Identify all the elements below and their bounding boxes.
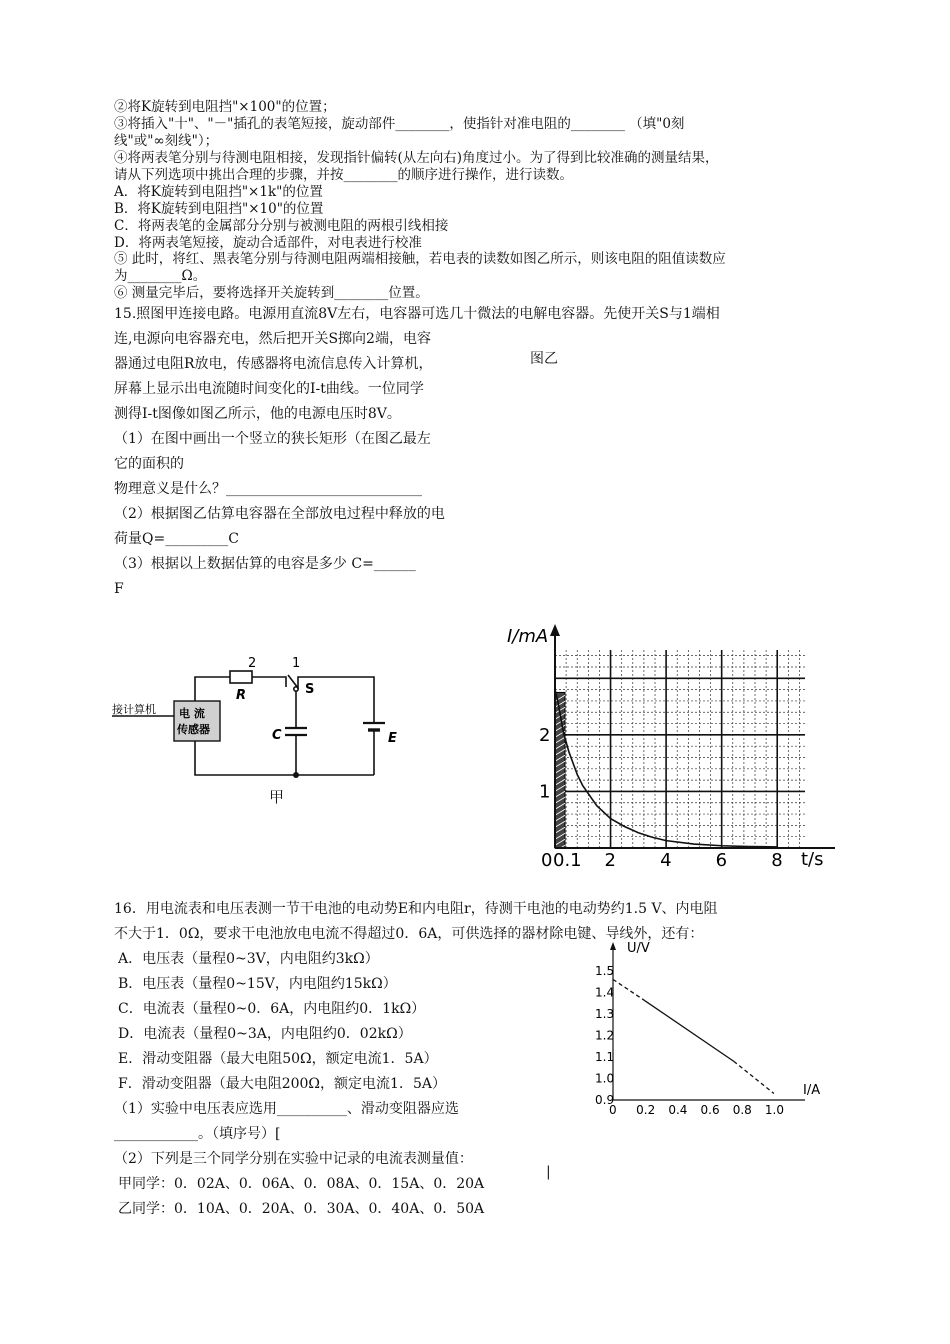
capacitor-label: C [272, 728, 282, 743]
q16-option-d: D．电流表（量程0~3A，内电阻约0．02kΩ） [118, 1026, 412, 1042]
q15-line-5: 测得I-t图像如图乙所示，他的电源电压时8V。 [114, 406, 401, 422]
y-axis-arrow [550, 624, 560, 636]
stray-mark: | [546, 1164, 551, 1180]
q15-line-9: （2）根据图乙估算电容器在全部放电过程中释放的电 [114, 506, 445, 522]
x-tick-label: 0.6 [700, 1103, 720, 1117]
terminal-1-label: 1 [292, 656, 301, 671]
ui-line-measured [645, 1001, 734, 1061]
x-axis-label: I/A [803, 1083, 821, 1098]
circuit-diagram [112, 655, 412, 805]
circuit-caption: 甲 [269, 788, 285, 806]
battery-label: E [388, 731, 397, 746]
q14-step5a: ⑤ 此时，将红、黑表笔分别与待测电阻两端相接触，若电表的读数如图乙所示，则该电阻的阻值读数应 [114, 251, 726, 267]
switch-lever [288, 675, 298, 688]
x-tick-label: 1.0 [764, 1103, 785, 1117]
x-tick-label: 8 [771, 850, 783, 871]
y-tick-label: 1.4 [595, 985, 615, 1000]
computer-label: 接计算机 [112, 703, 156, 716]
q16-option-b: B．电压表（量程0~15V，内电阻约15kΩ） [118, 976, 397, 992]
q16-option-f: F．滑动变阻器（最大电阻200Ω，额定电流1．5A） [118, 1076, 446, 1092]
q16-yi: 乙同学：0．10A、0．20A、0．30A、0．40A、0．50A [118, 1201, 485, 1217]
y-tick-label: 1 [539, 781, 551, 803]
q16-line-2: 不大于1．0Ω，要求干电池放电电流不得超过0．6A，可供选择的器材除电键、导线外，还有： [114, 926, 704, 942]
q16-jia: 甲同学：0．02A、0．06A、0．08A、0．15A、0．20A [118, 1176, 485, 1192]
terminal-2-label: 2 [248, 656, 257, 671]
q16-part2: （2）下列是三个同学分别在实验中记录的电流表测量值： [114, 1151, 473, 1167]
y-tick-label: 1.5 [595, 963, 615, 978]
q16-line-1: 16．用电流表和电压表测一节干电池的电动势E和内电阻r，待测干电池的电动势约1.5 V、内电阻 [114, 901, 718, 917]
q14-step6: ⑥ 测量完毕后，要将选择开关旋转到________位置。 [114, 285, 429, 301]
x-tick-label: 0.1 [553, 850, 582, 871]
q15-line-7: 它的面积的 [114, 456, 184, 472]
y-tick-label: 1.0 [595, 1071, 615, 1086]
q16-option-c: C．电流表（量程0~0．6A，内电阻约0．1kΩ） [118, 1001, 426, 1017]
q14-step5b: 为________Ω。 [114, 268, 207, 284]
y-axis-arrow [610, 942, 616, 950]
q15-line-4: 屏幕上显示出电流随时间变化的I-t曲线。一位同学 [114, 381, 424, 397]
switch-label: S [305, 682, 315, 697]
q15-line-10: 荷量Q=_________C [114, 531, 239, 547]
x-tick-label: 4 [660, 850, 672, 871]
y-axis-label: I/mA [507, 626, 549, 647]
ui-chart [585, 938, 845, 1128]
x-tick-label: 0 [609, 1103, 617, 1117]
q14-option-c: C．将两表笔的金属部分分别与被测电阻的两根引线相接 [114, 218, 449, 234]
q15-line-11: （3）根据以上数据估算的电容是多少 C=______ [114, 556, 416, 572]
x-tick-label: 6 [715, 850, 728, 871]
ui-line-extrapolated-right [734, 1061, 774, 1093]
figure-label-yi: 图乙 [530, 351, 558, 367]
q16-option-a: A．电压表（量程0~3V，内电阻约3kΩ） [118, 951, 379, 967]
x-tick-label: 0.8 [732, 1103, 752, 1117]
x-tick-label: 2 [604, 850, 617, 871]
q15-line-12: F [114, 581, 124, 597]
q16-part1-a: （1）实验中电压表应选用__________、滑动变阻器应选 [114, 1101, 459, 1117]
ui-line-extrapolated-left [613, 979, 645, 1001]
x-tick-label: 0.2 [636, 1103, 656, 1117]
resistor-label: R [236, 688, 247, 703]
q15-line-1: 15.照图甲连接电路。电源用直流8V左右，电容器可选几十微法的电解电容器。先使开关S与1端相 [114, 306, 720, 322]
q14-option-b: B．将K旋转到电阻挡"×10"的位置 [114, 201, 324, 217]
q15-line-3: 器通过电阻R放电，传感器将电流信息传入计算机， [114, 356, 433, 372]
q16-option-e: E．滑动变阻器（最大电阻50Ω，额定电流1．5A） [118, 1051, 438, 1067]
q15-line-8: 物理意义是什么？____________________________ [114, 481, 422, 497]
x-tick-label: 0 [541, 850, 553, 871]
y-tick-label: 0.9 [595, 1093, 615, 1107]
y-tick-label: 2 [539, 724, 551, 746]
q14-step2: ②将K旋转到电阻挡"×100"的位置； [114, 99, 336, 115]
q14-step3b: 线"或"∞刻线"）； [114, 133, 219, 149]
q14-option-d: D．将两表笔短接，旋动合适部件，对电表进行校准 [114, 235, 422, 251]
y-axis-label: U/V [627, 941, 650, 956]
q14-step4a: ④将两表笔分别与待测电阻相接，发现指针偏转(从左向右)角度过小。为了得到比较准确的测量结果， [114, 150, 719, 166]
x-axis-label: t/s [801, 849, 824, 870]
x-tick-label: 0.4 [668, 1103, 688, 1117]
q14-step4b: 请从下列选项中挑出合理的步骤，并按________的顺序进行操作，进行读数。 [114, 167, 573, 183]
sensor-label-2: 传感器 [177, 723, 210, 736]
y-tick-label: 1.3 [595, 1006, 615, 1021]
q16-part1-b: ____________。（填序号）[ [114, 1126, 281, 1142]
sensor-label-1: 电 流 [179, 707, 205, 720]
q14-step3a: ③将插入"十"、"－"插孔的表笔短接，旋动部件________，使指针对准电阻的________ （填"0刻 [114, 116, 685, 132]
q14-option-a: A．将K旋转到电阻挡"×1k"的位置 [114, 184, 323, 200]
y-tick-label: 1.1 [595, 1049, 615, 1064]
y-tick-label: 1.2 [595, 1028, 615, 1043]
it-chart [505, 620, 840, 875]
resistor-symbol [230, 671, 252, 683]
q15-line-2: 连,电源向电容器充电，然后把开关S掷向2端，电容 [114, 331, 431, 347]
q15-line-6: （1）在图中画出一个竖立的狭长矩形（在图乙最左 [114, 431, 431, 447]
